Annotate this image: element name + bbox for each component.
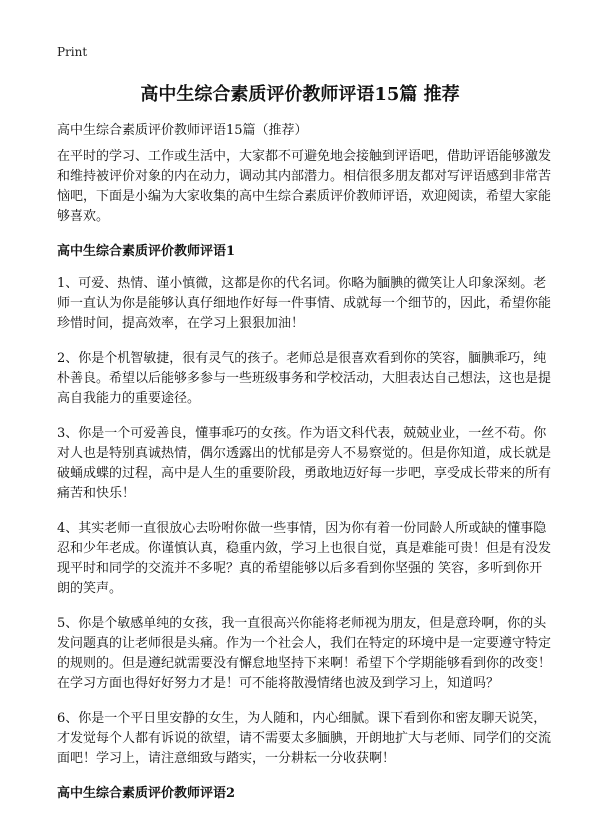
comment-paragraph-3: 3、你是一个可爱善良，懂事乖巧的女孩。作为语文科代表，兢兢业业，一丝不苟。你对人也是特别真诚热情，偶尔透露出的忧郁是旁人不易察觉的。但是你知道，成长就是破蛹成蝶的过程，高中是人生的重要阶段，勇敢地迈好每一步吧，享受成长带来的所有痛苦和快乐！ <box>57 426 552 501</box>
intro-paragraph: 在平时的学习、工作或生活中，大家都不可避免地会接触到评语吧，借助评语能够激发和维持被评价对象的内在动力，调动其内部潜力。相信很多朋友都对写评语感到非常苦恼吧，下面是小编为大家收集的高中生综合素质评价教师评语，欢迎阅读，希望大家能够喜欢。 <box>57 149 552 224</box>
comment-paragraph-4: 4、其实老师一直很放心去吩咐你做一些事情，因为你有着一份同龄人所或缺的懂事隐忍和少年老成。你谨慎认真，稳重内敛，学习上也很自觉，真是难能可贵！但是有没发现平时和同学的交流并不多呢？真的希望能够以后多看到你坚强的 笑容，多听到你开朗的笑声。 <box>57 521 552 596</box>
print-label[interactable]: Print <box>57 45 88 59</box>
section-heading-1: 高中生综合素质评价教师评语1 <box>57 244 236 259</box>
document-body <box>57 147 553 816</box>
section-heading-2: 高中生综合素质评价教师评语2 <box>57 786 236 801</box>
page-title: 高中生综合素质评价教师评语15篇 推荐 <box>140 84 460 105</box>
comment-paragraph-1: 1、可爱、热情、谨小慎微，这都是你的代名词。你略为腼腆的微笑让人印象深刻。老师一直认为你是能够认真仔细地作好每一件事情、成就每一个细节的，因此，希望你能珍惜时间，提高效率，在学习上狠狠加油！ <box>57 276 552 331</box>
comment-paragraph-2: 2、你是个机智敏捷，很有灵气的孩子。老师总是很喜欢看到你的笑容，腼腆乖巧，纯朴善良。希望以后能够多参与一些班级事务和学校活动，大胆表达自己想法，这也是提高自我能力的重要途径。 <box>57 351 552 406</box>
page-subtitle: 高中生综合素质评价教师评语15篇（推荐） <box>57 123 308 138</box>
comment-paragraph-5: 5、你是个敏感单纯的女孩，我一直很高兴你能将老师视为朋友，但是意玲啊，你的头发问题真的让老师很是头痛。作为一个社会人，我们在特定的环境中是一定要遵守特定的规则的。但是遵纪就需要没有懈怠地坚持下来啊！希望下个学期能够看到你的改变！在学习方面也得好好努力才是！可不能将散漫情绪也波及到学习上，知道吗？ <box>57 616 552 691</box>
comment-paragraph-6: 6、你是一个平日里安静的女生，为人随和，内心细腻。课下看到你和密友聊天说笑，才发觉每个人都有诉说的欲望，请不需要太多腼腆，开朗地扩大与老师、同学们的交流面吧！学习上，请注意细致与踏实，一分耕耘一分收获啊！ <box>57 711 552 766</box>
